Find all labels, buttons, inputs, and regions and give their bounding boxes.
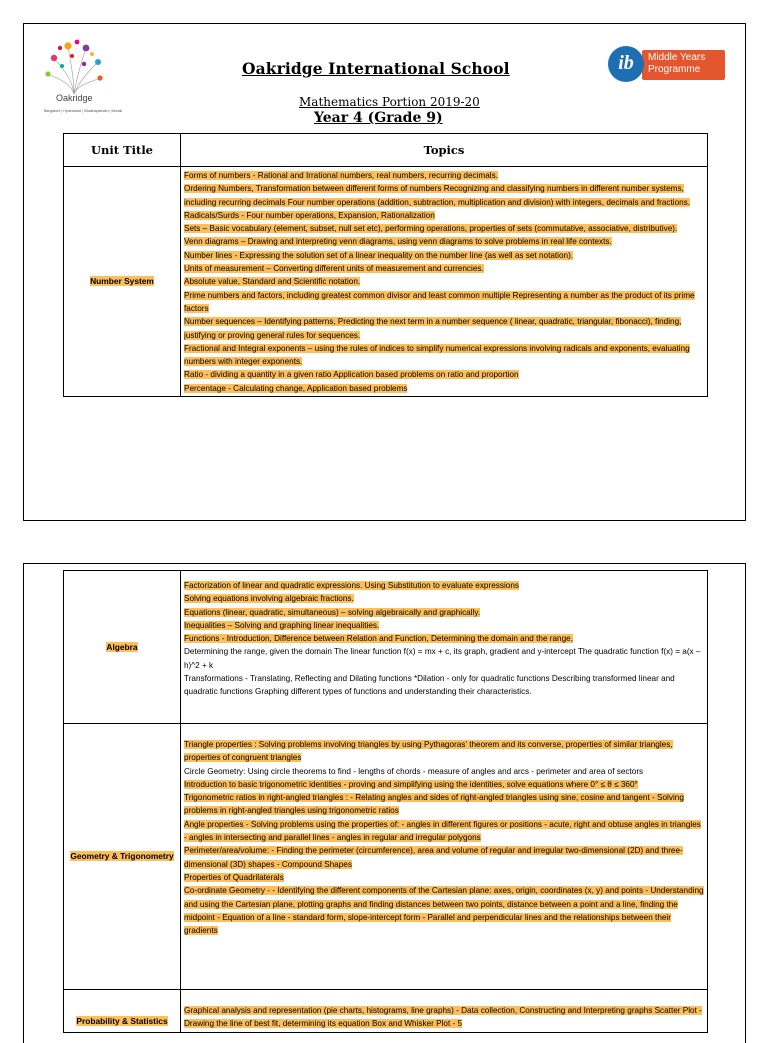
table-row xyxy=(64,571,708,724)
topic-text: Absolute value, Standard and Scientific notation. xyxy=(184,277,361,287)
topic-line xyxy=(184,672,704,699)
topics-cell xyxy=(181,724,708,990)
unit-title: Number System xyxy=(90,276,154,287)
table-header-row xyxy=(64,134,708,167)
topic-line xyxy=(184,289,704,316)
unit-title: Geometry & Trigonometry xyxy=(70,851,174,861)
topic-line xyxy=(184,1004,704,1031)
topic-text: Radicals/Surds - Four number operations, Expansion, Rationalization xyxy=(184,210,435,220)
curriculum-table-part-2 xyxy=(63,570,708,1033)
unit-title-cell xyxy=(64,724,181,990)
topic-text: Introduction to basic trigonometric identities - proving and simplifying using the identities, solve equations where 0° ≤ θ ≤ 360° xyxy=(184,779,638,789)
topic-text: Angle properties - Solving problems using the properties of: - angles in different figures or positions - acute, right and obtuse angles in triangles - angles in intersecting and parallel lines - angles in regular and irregular polygons xyxy=(184,819,701,843)
topic-line xyxy=(184,315,704,342)
ib-myp-logo xyxy=(608,46,728,86)
ib-line-2: Programme xyxy=(648,64,701,75)
topic-line xyxy=(184,632,704,645)
topic-text: Venn diagrams – Drawing and interpreting venn diagrams, using venn diagrams to solve problems in real life contexts. xyxy=(184,237,612,247)
header-unit-title: Unit Title xyxy=(64,134,181,167)
document-page-1 xyxy=(23,23,746,521)
topic-text: Percentage - Calculating change, Application based problems xyxy=(184,383,408,393)
topic-line xyxy=(184,778,704,791)
topic-line xyxy=(184,818,704,845)
topic-text: Inequalities – Solving and graphing linear inequalities. xyxy=(184,620,380,630)
ib-line-1: Middle Years xyxy=(648,52,706,63)
topics-cell xyxy=(181,167,708,397)
logo-locations: Bangalore | Hyderabad | Visakhapatnam | Mohali xyxy=(44,109,123,113)
topic-line xyxy=(184,368,704,381)
topic-text: Graphical analysis and representation (pie charts, histograms, line graphs) - Data collection, Constructing and Interpreting graphs Scatter Plot - Drawing the line of best fit, determining its equation Box and Whisker Plot - 5 xyxy=(184,1006,702,1029)
unit-title-cell xyxy=(64,571,181,724)
topic-line xyxy=(184,235,704,248)
topic-text: Co-ordinate Geometry - - Identifying the different components of the Cartesian plane: axes, origin, coordinates (x, y) and points - Understanding and using the Cartesian plane, plotting graphs and finding distances between two points, distance between a point and a line, finding the midpoint - Equation of a line - standard form, slope-intercept form - Parallel and perpendicular lines and the relationships between their gradients xyxy=(184,886,704,936)
unit-title-cell xyxy=(64,167,181,397)
portion-subtitle: Mathematics Portion 2019-20 xyxy=(299,95,480,109)
topic-text: Solving equations involving algebraic fractions. xyxy=(184,594,354,604)
topic-line xyxy=(184,844,704,871)
table-row xyxy=(64,724,708,990)
topic-line xyxy=(184,249,704,262)
oakridge-logo xyxy=(44,38,144,124)
topic-line xyxy=(184,738,704,765)
topic-text: Properties of Quadrilaterals xyxy=(184,872,284,882)
topic-line xyxy=(184,645,704,672)
topic-text: Triangle properties : Solving problems involving triangles by using Pythagoras’ theorem and its converse, properties of similar triangles, properties of congruent triangles xyxy=(184,740,673,763)
year-subtitle: Year 4 (Grade 9) xyxy=(314,110,443,126)
topic-text: Number lines - Expressing the solution set of a linear inequality on the number line (as well as set notation). xyxy=(184,250,574,260)
topics-cell xyxy=(181,571,708,724)
logo-wordmark: Oakridge xyxy=(56,93,93,103)
topic-text: Number sequences – Identifying patterns, Predicting the next term in a number sequence ( linear, quadratic, triangular, fibonacci), finding, justifying or proving general rules for sequences. xyxy=(184,317,682,340)
topic-text: Determining the range, given the domain The linear function f(x) = mx + c, its graph, gradient and y-intercept The quadratic function f(x) = a(x – h)^2 + k xyxy=(184,647,701,670)
topic-line xyxy=(184,765,704,778)
topic-text: Functions - Introduction, Difference between Relation and Function, Determining the domain and the range, xyxy=(184,634,573,644)
topic-text: Ratio - dividing a quantity in a given ratio Application based problems on ratio and proportion xyxy=(184,370,519,380)
topic-line xyxy=(184,579,704,592)
topic-text: Circle Geometry: Using circle theorems to find - lengths of chords - measure of angles and arcs - perimeter and area of sectors xyxy=(184,766,644,776)
table-row xyxy=(64,990,708,1033)
topic-line xyxy=(184,209,704,222)
topic-text: Units of measurement – Converting different units of measurement and currencies. xyxy=(184,264,484,274)
topic-text: Factorization of linear and quadratic expressions. Using Substitution to evaluate expressions xyxy=(184,581,519,590)
topic-text: Perimeter/area/volume: - Finding the perimeter (circumference), area and volume of regular and irregular two-dimensional (2D) and three-dimensional (3D) shapes - Compound Shapes xyxy=(184,846,683,869)
topics-cell xyxy=(181,990,708,1033)
topic-line xyxy=(184,592,704,605)
topic-line xyxy=(184,169,704,182)
topic-line xyxy=(184,222,704,235)
unit-title: Algebra xyxy=(106,641,138,652)
topic-text: Trigonometric ratios in right-angled triangles : - Relating angles and sides of right-angled triangles using sine, cosine and tangent - Solving problems in right-angled triangles using trigonometric ratios xyxy=(184,793,684,816)
topic-line xyxy=(184,342,704,369)
table-row xyxy=(64,167,708,397)
topic-text: Prime numbers and factors, including greatest common divisor and least common multiple Representing a number as the product of its prime factors xyxy=(184,290,695,313)
oakridge-flower-icon xyxy=(44,38,104,96)
topic-line xyxy=(184,619,704,632)
topic-text: Fractional and Integral exponents – using the rules of indices to simplify numerical expressions involving radicals and exponents, evaluating numbers with integer exponents. xyxy=(184,343,690,367)
school-title: Oakridge International School xyxy=(242,59,510,78)
header-topics: Topics xyxy=(181,134,708,167)
topic-line xyxy=(184,884,704,937)
topic-line xyxy=(184,791,704,818)
document-page-2 xyxy=(23,563,746,1043)
ib-programme-label xyxy=(642,50,725,80)
curriculum-table-part-1 xyxy=(63,133,708,397)
ib-icon: ib xyxy=(608,46,644,82)
topic-line xyxy=(184,262,704,275)
topic-text: Sets – Basic vocabulary (element, subset, null set etc), performing operations, properties of sets (commutative, associative, distributive). xyxy=(184,224,678,234)
unit-title-cell xyxy=(64,990,181,1033)
topic-text: Equations (linear, quadratic, simultaneous) – solving algebraically and graphically. xyxy=(184,607,481,617)
topic-line xyxy=(184,182,704,209)
unit-title: Probability & Statistics xyxy=(76,1016,168,1026)
topic-line xyxy=(184,871,704,884)
topic-line xyxy=(184,606,704,619)
topic-text: Transformations - Translating, Reflecting and Dilating functions *Dilation - only for quadratic functions Describing transformed linear and quadratic functions Graphing different types of functions and understanding their characteristics. xyxy=(184,674,675,697)
topic-text: Ordering Numbers, Transformation between different forms of numbers Recognizing and classifying numbers in different number systems, including recurring decimals Four number operations (addition, subtraction, multiplication and division) with integers, decimals and fractions. xyxy=(184,184,691,207)
topic-line xyxy=(184,382,704,395)
topic-text: Forms of numbers - Rational and Irrational numbers, real numbers, recurring decimals. xyxy=(184,171,498,180)
topic-line xyxy=(184,275,704,288)
